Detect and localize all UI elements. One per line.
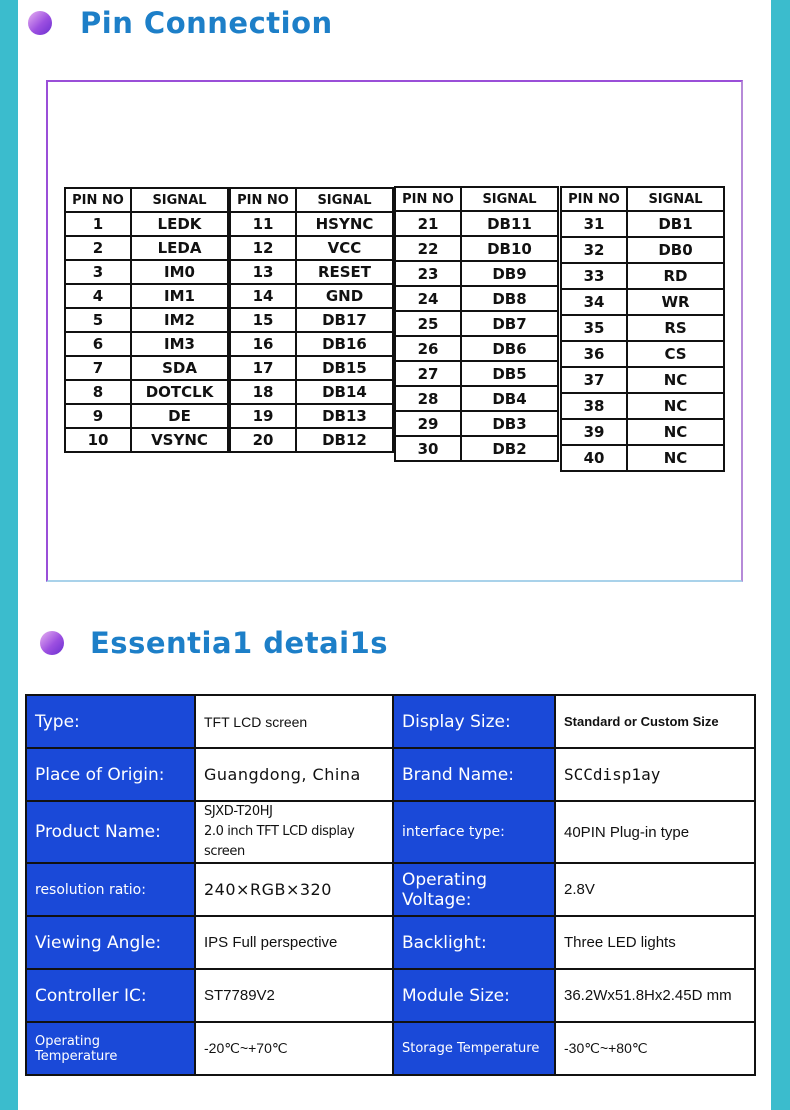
pin-number: 23 [395, 261, 461, 286]
pin-signal: HSYNC [296, 212, 393, 236]
pin-number: 33 [561, 263, 627, 289]
details-row [26, 748, 755, 801]
section-title: Pin Connection [80, 6, 333, 40]
bullet-dot-icon [28, 11, 52, 35]
brand-value: SCCdisp1ay [555, 748, 755, 801]
interface-label: interface type: [393, 801, 555, 863]
signal-header: SIGNAL [461, 187, 558, 211]
display-size-label: Display Size: [393, 695, 555, 748]
pin-row [65, 428, 228, 452]
pin-signal: DB5 [461, 361, 558, 386]
viewing-angle-label: Viewing Angle: [26, 916, 195, 969]
origin-value: Guangdong, China [195, 748, 393, 801]
product-description: 2.0 inch TFT LCD display screen [204, 824, 355, 859]
pin-row [561, 367, 724, 393]
operating-temperature-value: -20℃~+70℃ [195, 1022, 393, 1075]
details-table [25, 694, 756, 1076]
pin-number: 17 [230, 356, 296, 380]
type-label: Type: [26, 695, 195, 748]
pin-number: 40 [561, 445, 627, 471]
pin-number: 1 [65, 212, 131, 236]
pin-row [395, 211, 558, 236]
pin-row [230, 284, 393, 308]
viewing-angle-value: IPS Full perspective [195, 916, 393, 969]
pin-number: 38 [561, 393, 627, 419]
pin-signal: DB16 [296, 332, 393, 356]
product-model: SJXD-T20HJ [204, 804, 273, 819]
pin-number: 16 [230, 332, 296, 356]
pin-row [395, 411, 558, 436]
pin-number: 27 [395, 361, 461, 386]
pin-signal: NC [627, 445, 724, 471]
details-row [26, 969, 755, 1022]
voltage-label: Operating Voltage: [393, 863, 555, 916]
pin-row [561, 393, 724, 419]
module-size-value: 36.2Wx51.8Hx2.45D mm [555, 969, 755, 1022]
pin-number: 36 [561, 341, 627, 367]
bullet-dot-icon [40, 631, 64, 655]
pin-signal: DB4 [461, 386, 558, 411]
pin-row [65, 236, 228, 260]
pin-signal: GND [296, 284, 393, 308]
pin-row [230, 260, 393, 284]
pin-number: 22 [395, 236, 461, 261]
pin-signal: RESET [296, 260, 393, 284]
voltage-value: 2.8V [555, 863, 755, 916]
controller-value: ST7789V2 [195, 969, 393, 1022]
pin-signal: DB2 [461, 436, 558, 461]
pin-number: 15 [230, 308, 296, 332]
pin-row [395, 336, 558, 361]
pin-row [561, 445, 724, 471]
pin-signal: DB17 [296, 308, 393, 332]
pin-row [561, 419, 724, 445]
pin-number: 9 [65, 404, 131, 428]
pin-number: 37 [561, 367, 627, 393]
pin-number: 21 [395, 211, 461, 236]
pin-number: 3 [65, 260, 131, 284]
pin-signal: NC [627, 419, 724, 445]
pin-signal: NC [627, 393, 724, 419]
pin-signal: DB12 [296, 428, 393, 452]
controller-label: Controller IC: [26, 969, 195, 1022]
pin-row [65, 356, 228, 380]
pin-block-2 [229, 187, 394, 453]
pin-number: 18 [230, 380, 296, 404]
pin-row [395, 361, 558, 386]
pin-no-header: PIN NO [395, 187, 461, 211]
pin-signal: WR [627, 289, 724, 315]
left-edge-bar [0, 0, 18, 1110]
pin-signal: IM3 [131, 332, 228, 356]
pin-connection-header [28, 6, 333, 40]
pin-number: 5 [65, 308, 131, 332]
pin-number: 6 [65, 332, 131, 356]
pin-number: 4 [65, 284, 131, 308]
pin-row [65, 332, 228, 356]
pin-signal: DB13 [296, 404, 393, 428]
pin-row [395, 311, 558, 336]
pin-signal: NC [627, 367, 724, 393]
details-row [26, 801, 755, 863]
pin-number: 13 [230, 260, 296, 284]
pin-number: 19 [230, 404, 296, 428]
pin-signal: DOTCLK [131, 380, 228, 404]
details-row [26, 916, 755, 969]
pin-header-row [561, 187, 724, 211]
pin-row [230, 236, 393, 260]
pin-row [561, 237, 724, 263]
pin-signal: CS [627, 341, 724, 367]
pin-number: 11 [230, 212, 296, 236]
pin-number: 7 [65, 356, 131, 380]
pin-row [65, 308, 228, 332]
storage-temperature-value: -30℃~+80℃ [555, 1022, 755, 1075]
right-edge-bar [771, 0, 790, 1110]
pin-row [65, 284, 228, 308]
pin-row [65, 404, 228, 428]
pin-number: 34 [561, 289, 627, 315]
pin-row [561, 315, 724, 341]
pin-block-3 [394, 186, 559, 462]
pin-number: 29 [395, 411, 461, 436]
pin-signal: SDA [131, 356, 228, 380]
pin-signal: DB7 [461, 311, 558, 336]
pin-header-row [230, 188, 393, 212]
pin-number: 8 [65, 380, 131, 404]
pin-number: 31 [561, 211, 627, 237]
pin-row [395, 386, 558, 411]
pin-signal: LEDK [131, 212, 228, 236]
pin-row [65, 380, 228, 404]
signal-header: SIGNAL [627, 187, 724, 211]
pin-signal: DB8 [461, 286, 558, 311]
pin-row [395, 286, 558, 311]
pin-signal: DB1 [627, 211, 724, 237]
pin-signal: IM2 [131, 308, 228, 332]
brand-label: Brand Name: [393, 748, 555, 801]
pin-signal: VSYNC [131, 428, 228, 452]
pin-row [230, 332, 393, 356]
pin-block-1 [64, 187, 229, 453]
pin-signal: DB10 [461, 236, 558, 261]
pin-signal: LEDA [131, 236, 228, 260]
pin-number: 35 [561, 315, 627, 341]
pin-row [230, 428, 393, 452]
pin-no-header: PIN NO [230, 188, 296, 212]
pin-row [230, 212, 393, 236]
pin-signal: DB0 [627, 237, 724, 263]
pin-row [230, 404, 393, 428]
pin-row [561, 211, 724, 237]
pin-number: 39 [561, 419, 627, 445]
origin-label: Place of Origin: [26, 748, 195, 801]
pin-number: 12 [230, 236, 296, 260]
details-row [26, 1022, 755, 1075]
pin-signal: VCC [296, 236, 393, 260]
pin-row [65, 260, 228, 284]
pin-signal: DE [131, 404, 228, 428]
type-value: TFT LCD screen [195, 695, 393, 748]
pin-no-header: PIN NO [561, 187, 627, 211]
pin-signal: DB11 [461, 211, 558, 236]
section-title: Essentia1 detai1s [90, 626, 389, 660]
pin-row [230, 356, 393, 380]
pin-row [395, 236, 558, 261]
pin-number: 24 [395, 286, 461, 311]
pin-number: 28 [395, 386, 461, 411]
product-value [195, 801, 393, 863]
pin-signal: IM0 [131, 260, 228, 284]
pin-row [65, 212, 228, 236]
storage-temperature-label: Storage Temperature [393, 1022, 555, 1075]
pin-signal: DB14 [296, 380, 393, 404]
details-row [26, 695, 755, 748]
pin-row [230, 380, 393, 404]
pin-signal: RD [627, 263, 724, 289]
pin-signal: DB9 [461, 261, 558, 286]
pin-number: 25 [395, 311, 461, 336]
pin-header-row [65, 188, 228, 212]
pin-signal: RS [627, 315, 724, 341]
pin-signal: DB3 [461, 411, 558, 436]
pin-number: 32 [561, 237, 627, 263]
essential-details-header [40, 626, 388, 660]
signal-header: SIGNAL [296, 188, 393, 212]
operating-temperature-label: Operating Temperature [26, 1022, 195, 1075]
pin-row [561, 341, 724, 367]
pin-number: 10 [65, 428, 131, 452]
pin-block-4 [560, 186, 725, 472]
pin-signal: DB15 [296, 356, 393, 380]
pin-row [230, 308, 393, 332]
pin-signal: IM1 [131, 284, 228, 308]
pin-number: 14 [230, 284, 296, 308]
signal-header: SIGNAL [131, 188, 228, 212]
pin-signal: DB6 [461, 336, 558, 361]
backlight-label: Backlight: [393, 916, 555, 969]
pin-number: 26 [395, 336, 461, 361]
display-size-value: Standard or Custom Size [555, 695, 755, 748]
pin-row [561, 289, 724, 315]
module-size-label: Module Size: [393, 969, 555, 1022]
details-row [26, 863, 755, 916]
pin-number: 20 [230, 428, 296, 452]
pin-number: 30 [395, 436, 461, 461]
pin-number: 2 [65, 236, 131, 260]
pin-row [395, 436, 558, 461]
resolution-value: 240×RGB×320 [195, 863, 393, 916]
backlight-value: Three LED lights [555, 916, 755, 969]
interface-value: 40PIN Plug-in type [555, 801, 755, 863]
resolution-label: resolution ratio: [26, 863, 195, 916]
pin-header-row [395, 187, 558, 211]
product-label: Product Name: [26, 801, 195, 863]
pin-no-header: PIN NO [65, 188, 131, 212]
pin-row [561, 263, 724, 289]
pin-row [395, 261, 558, 286]
